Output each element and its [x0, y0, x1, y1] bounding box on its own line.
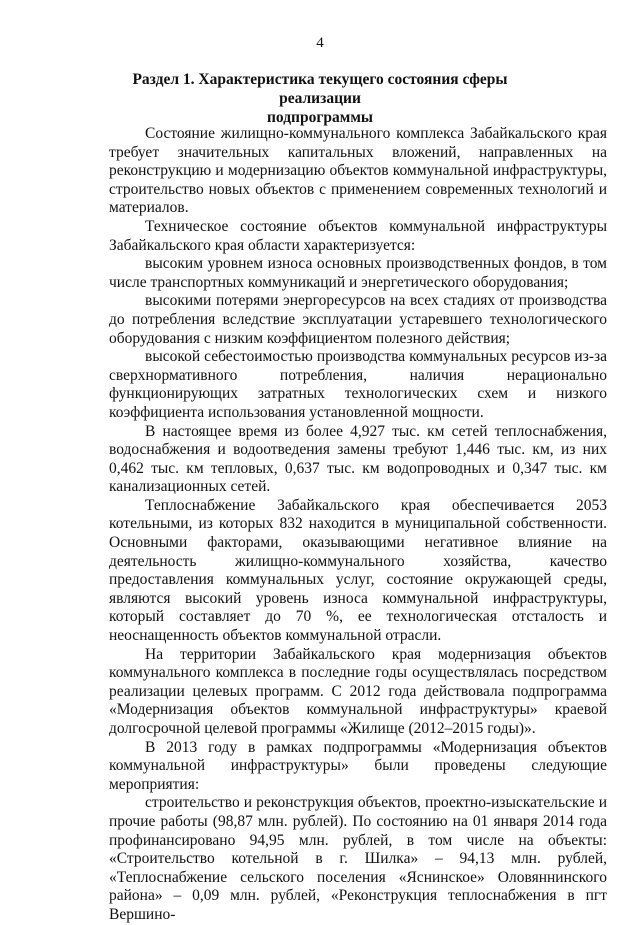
- paragraph: высоким уровнем износа основных производственных фондов, в том числе транспортных коммуникаций и энергетического оборудования;: [109, 255, 607, 291]
- paragraph: В 2013 году в рамках подпрограммы «Модернизация объектов коммунальной инфраструктуры» были проведены следующие мероприятия:: [109, 738, 607, 793]
- paragraph: В настоящее время из более 4,927 тыс. км сетей теплоснабжения, водоснабжения и водоотведения замены требуют 1,446 тыс. км, из них 0,462 тыс. км тепловых, 0,637 тыс. км водопроводных и 0,347 тыс. км канализационных сетей.: [109, 422, 607, 496]
- page-number: 4: [316, 35, 324, 51]
- paragraph: На территории Забайкальского края модернизация объектов коммунального комплекса в последние годы осуществлялась посредством реализации целевых программ. С 2012 года действовала подпрограмма «Модернизация объектов коммунальной инфраструктуры» краевой долгосрочной целевой программы «Жилище (2012–2015 годы)».: [109, 645, 607, 737]
- paragraph: Теплоснабжение Забайкальского края обеспечивается 2053 котельными, из которых 832 находится в муниципальной собственности. Основными факторами, оказывающими негативное влияние на деятельность жилищно-коммунального хозяйства, качество предоставления коммунальных услуг, состояние окружающей среды, являются высокий уровень износа коммунальной инфраструктуры, который составляет до 70 %, ее технологическая отсталость и неоснащенность объектов коммунальной отрасли.: [109, 496, 607, 645]
- section-heading: [112, 70, 528, 127]
- heading-line: Раздел 1. Характеристика текущего состояния сферы реализации: [132, 71, 508, 107]
- paragraph: Состояние жилищно-коммунального комплекса Забайкальского края требует значительных капитальных вложений, направленных на реконструкцию и модернизацию объектов коммунальной инфраструктуры, строительство новых объектов с применением современных технологий и материалов.: [109, 125, 607, 217]
- heading-line: подпрограммы: [266, 109, 373, 126]
- paragraph: строительство и реконструкция объектов, проектно-изыскательские и прочие работы (98,87 млн. рублей). По состоянию на 01 января 2014 года профинансировано 94,95 млн. рублей, в том числе на объекты: «Строительство котельной в г. Шилка» – 94,13 млн. рублей, «Теплоснабжение сельского поселения «Яснинское» Оловяннинского района» – 0,09 млн. рублей, «Реконструкция теплоснабжения в пгт Вершино-: [109, 794, 607, 923]
- paragraph: высокой себестоимостью производства коммунальных ресурсов из-за сверхнормативного потребления, наличия нерационально функционирующих затратных технологических схем и низкого коэффициента использования установленной мощности.: [109, 348, 607, 421]
- paragraph: высокими потерями энергоресурсов на всех стадиях от производства до потребления вследствие эксплуатации устаревшего технологического оборудования с низким коэффициентом полезного действия;: [109, 292, 607, 347]
- paragraph: Техническое состояние объектов коммунальной инфраструктуры Забайкальского края области характеризуется:: [109, 217, 607, 254]
- document-body: [109, 125, 607, 925]
